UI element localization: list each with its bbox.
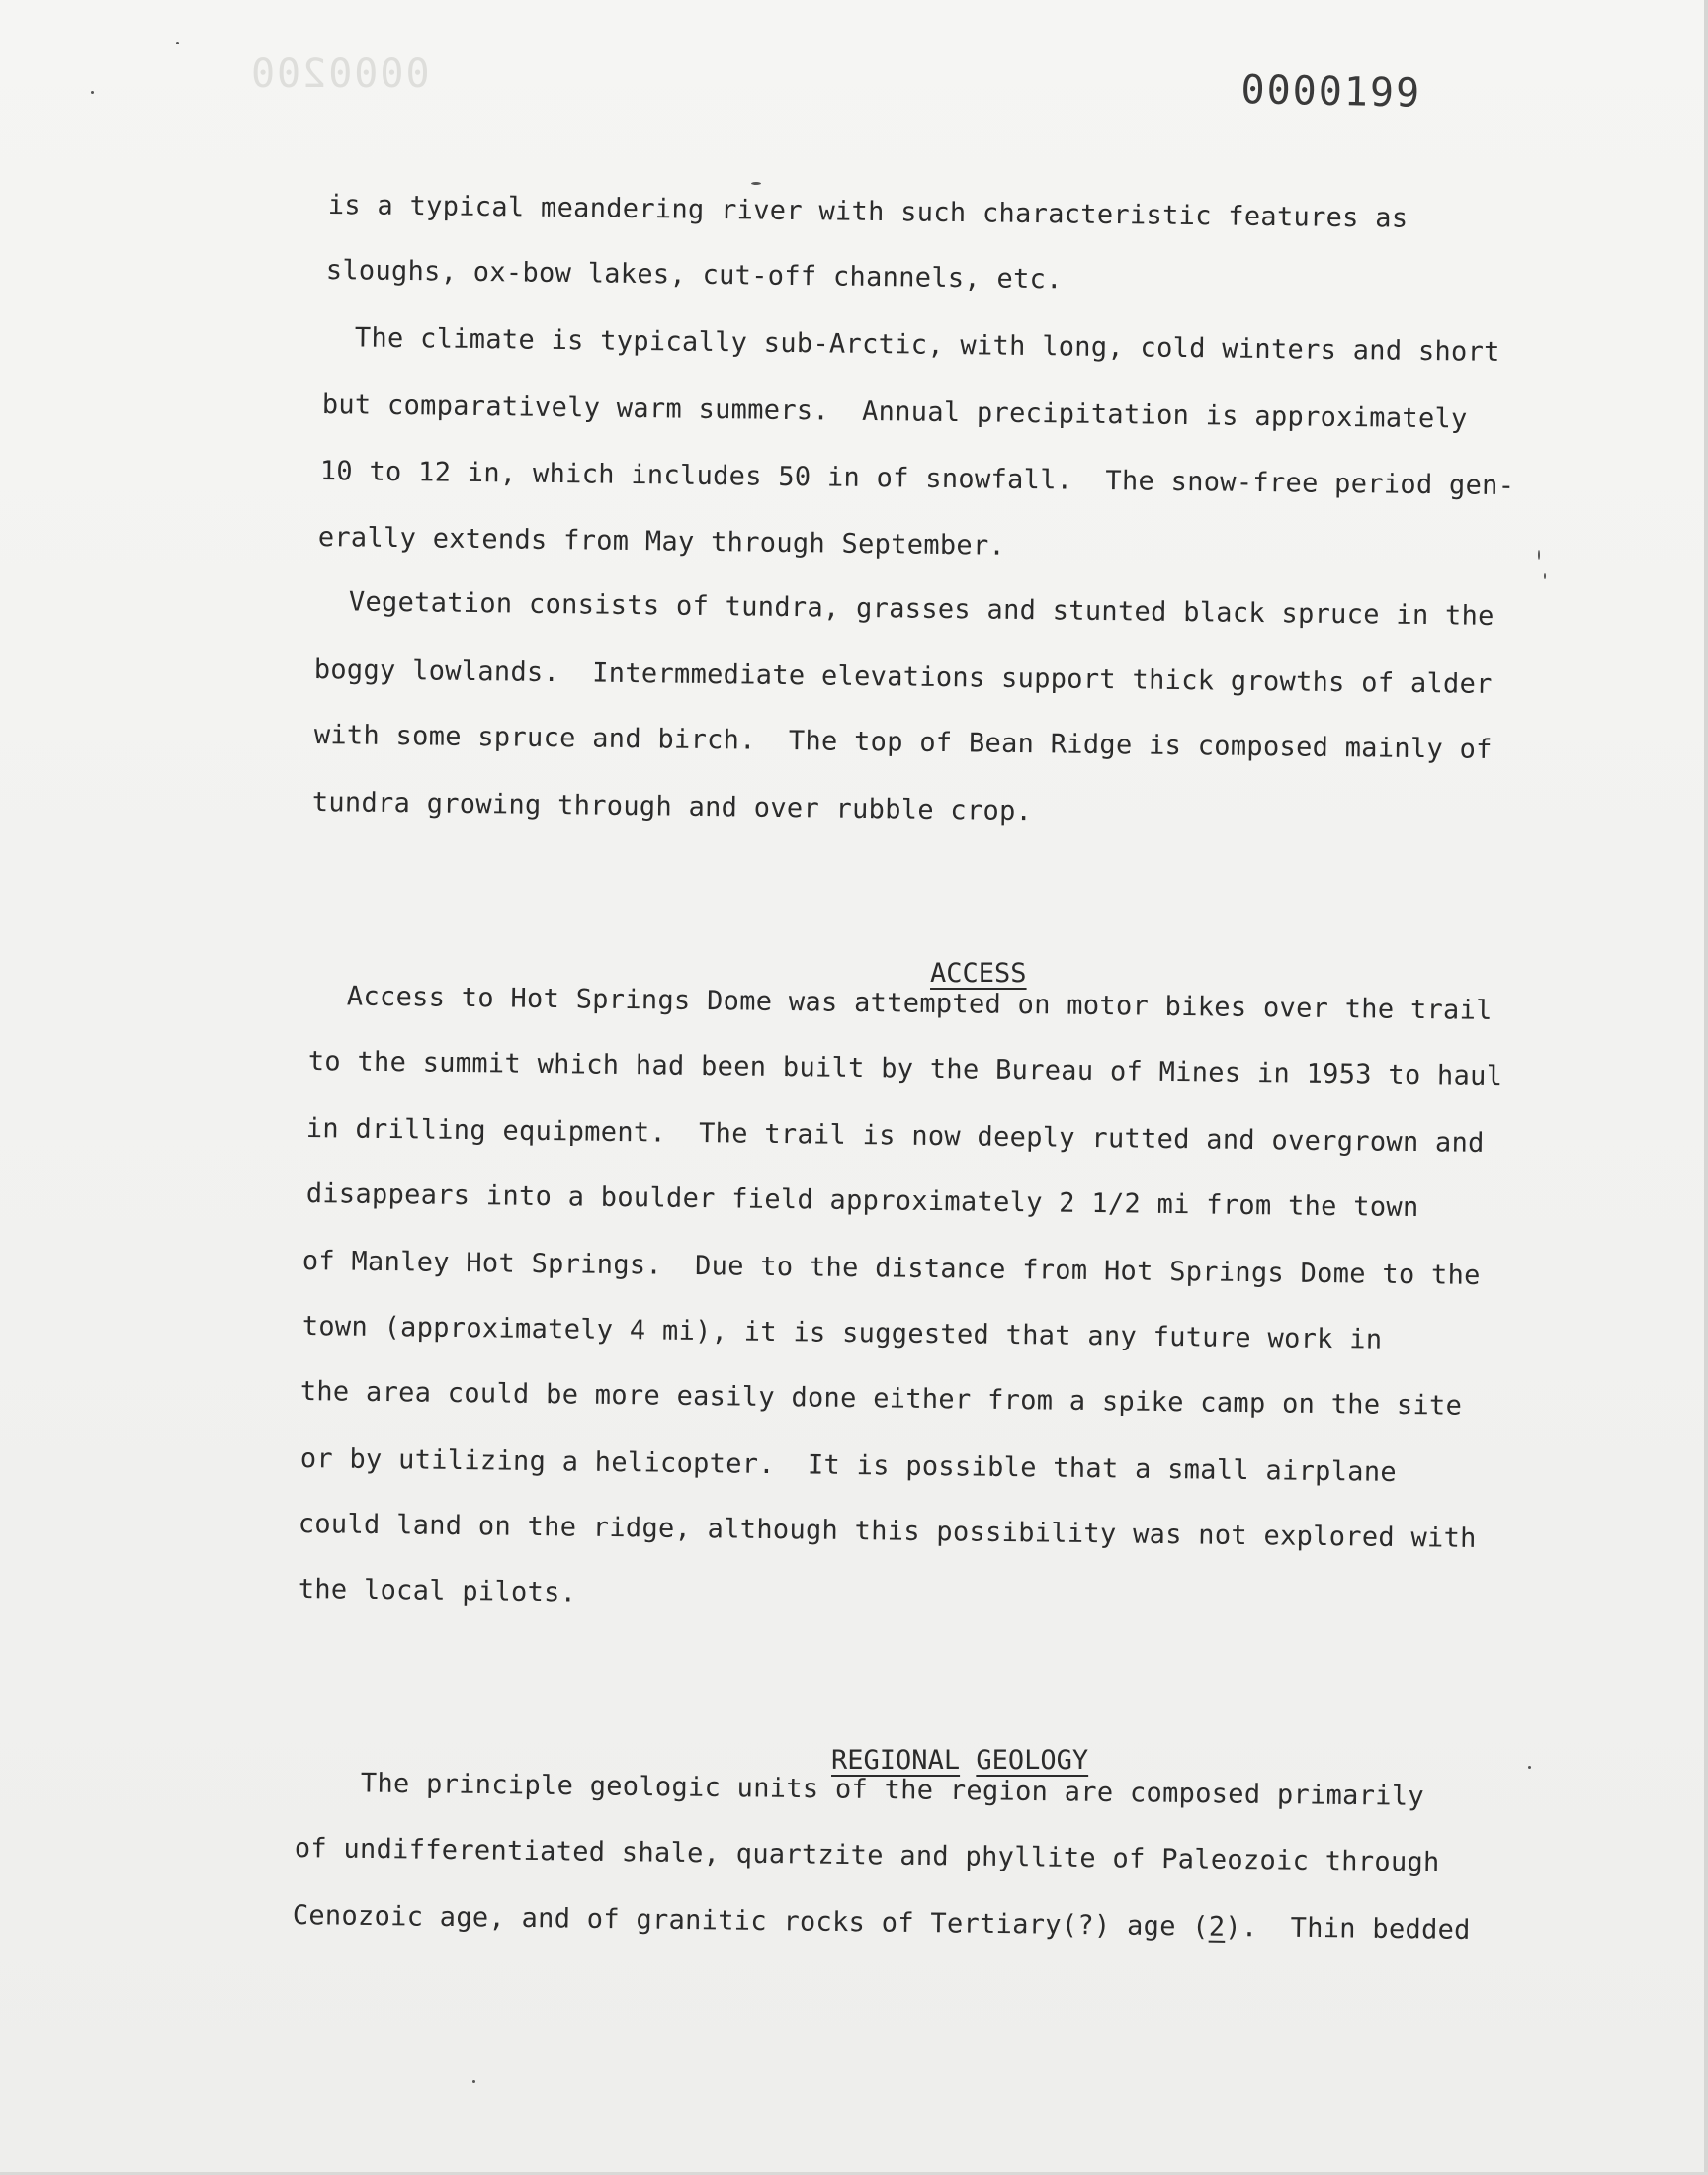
- text-line: could land on the ridge, although this possibility was not explored with: [298, 1509, 1477, 1554]
- heading-regional-text: REGIONAL: [831, 1745, 961, 1776]
- text-line: tundra growing through and over rubble crop.: [311, 787, 1033, 827]
- text-line: with some spruce and birch. The top of Bean Ridge is composed mainly of: [313, 720, 1493, 765]
- text-line: to the summit which had been built by the Bureau of Mines in 1953 to haul: [307, 1046, 1503, 1092]
- text-line: in drilling equipment. The trail is now deeply rutted and overgrown and: [305, 1113, 1485, 1159]
- reference-number: 2: [1208, 1911, 1226, 1943]
- heading-access-text: ACCESS: [930, 958, 1027, 989]
- text-line: disappears into a boulder field approximately 2 1/2 mi from the town: [305, 1178, 1419, 1224]
- scan-speck: [1538, 550, 1540, 560]
- page-number: 0000199: [1240, 67, 1422, 117]
- page-edge-right: [1704, 0, 1708, 2175]
- text-line: is a typical meandering river with such characteristic features as: [327, 190, 1409, 234]
- text-line: of undifferentiated shale, quartzite and phyllite of Paleozoic through: [294, 1833, 1440, 1878]
- text-line-last: [293, 1900, 1471, 1946]
- scan-speck: [1544, 573, 1546, 579]
- text-line: 10 to 12 in, which includes 50 in of snowfall. The snow-free period gen-: [319, 456, 1515, 502]
- text-line: but comparatively warm summers. Annual precipitation is approximately: [321, 390, 1468, 435]
- scan-speck: [1528, 1766, 1531, 1769]
- scan-speck: [472, 2080, 475, 2083]
- text-line-last-start: Cenozoic age, and of granitic rocks of Tertiary(?) age (: [292, 1900, 1210, 1943]
- scan-speck: [176, 42, 179, 44]
- text-line: the local pilots.: [298, 1574, 577, 1609]
- text-line: town (approximately 4 mi), it is suggested that any future work in: [301, 1311, 1383, 1355]
- text-line: Vegetation consists of tundra, grasses and stunted black spruce in the: [315, 586, 1494, 632]
- text-line-last-end: ). Thin bedded: [1225, 1911, 1471, 1946]
- text-line: The principle geologic units of the region are composed primarily: [327, 1768, 1425, 1812]
- text-line: Access to Hot Springs Dome was attempted on motor bikes over the trail: [313, 981, 1493, 1026]
- heading-geology-text: GEOLOGY: [976, 1745, 1089, 1776]
- text-line: or by utilizing a helicopter. It is possible that a small airplane: [299, 1443, 1398, 1488]
- text-line: the area could be more easily done either from a spike camp on the site: [299, 1376, 1463, 1422]
- text-line: erally extends from May through September.: [317, 522, 1006, 562]
- text-line: boggy lowlands. Intermmediate elevations support thick growths of alder: [313, 654, 1493, 700]
- scan-speck: [751, 182, 761, 185]
- bleed-through-number: 0000200: [249, 51, 430, 97]
- scan-speck: [91, 91, 94, 94]
- text-line: The climate is typically sub-Arctic, with long, cold winters and short: [321, 322, 1500, 368]
- text-line: of Manley Hot Springs. Due to the distance from Hot Springs Dome to the: [301, 1246, 1481, 1291]
- text-line: sloughs, ox-bow lakes, cut-off channels, etc.: [325, 255, 1063, 296]
